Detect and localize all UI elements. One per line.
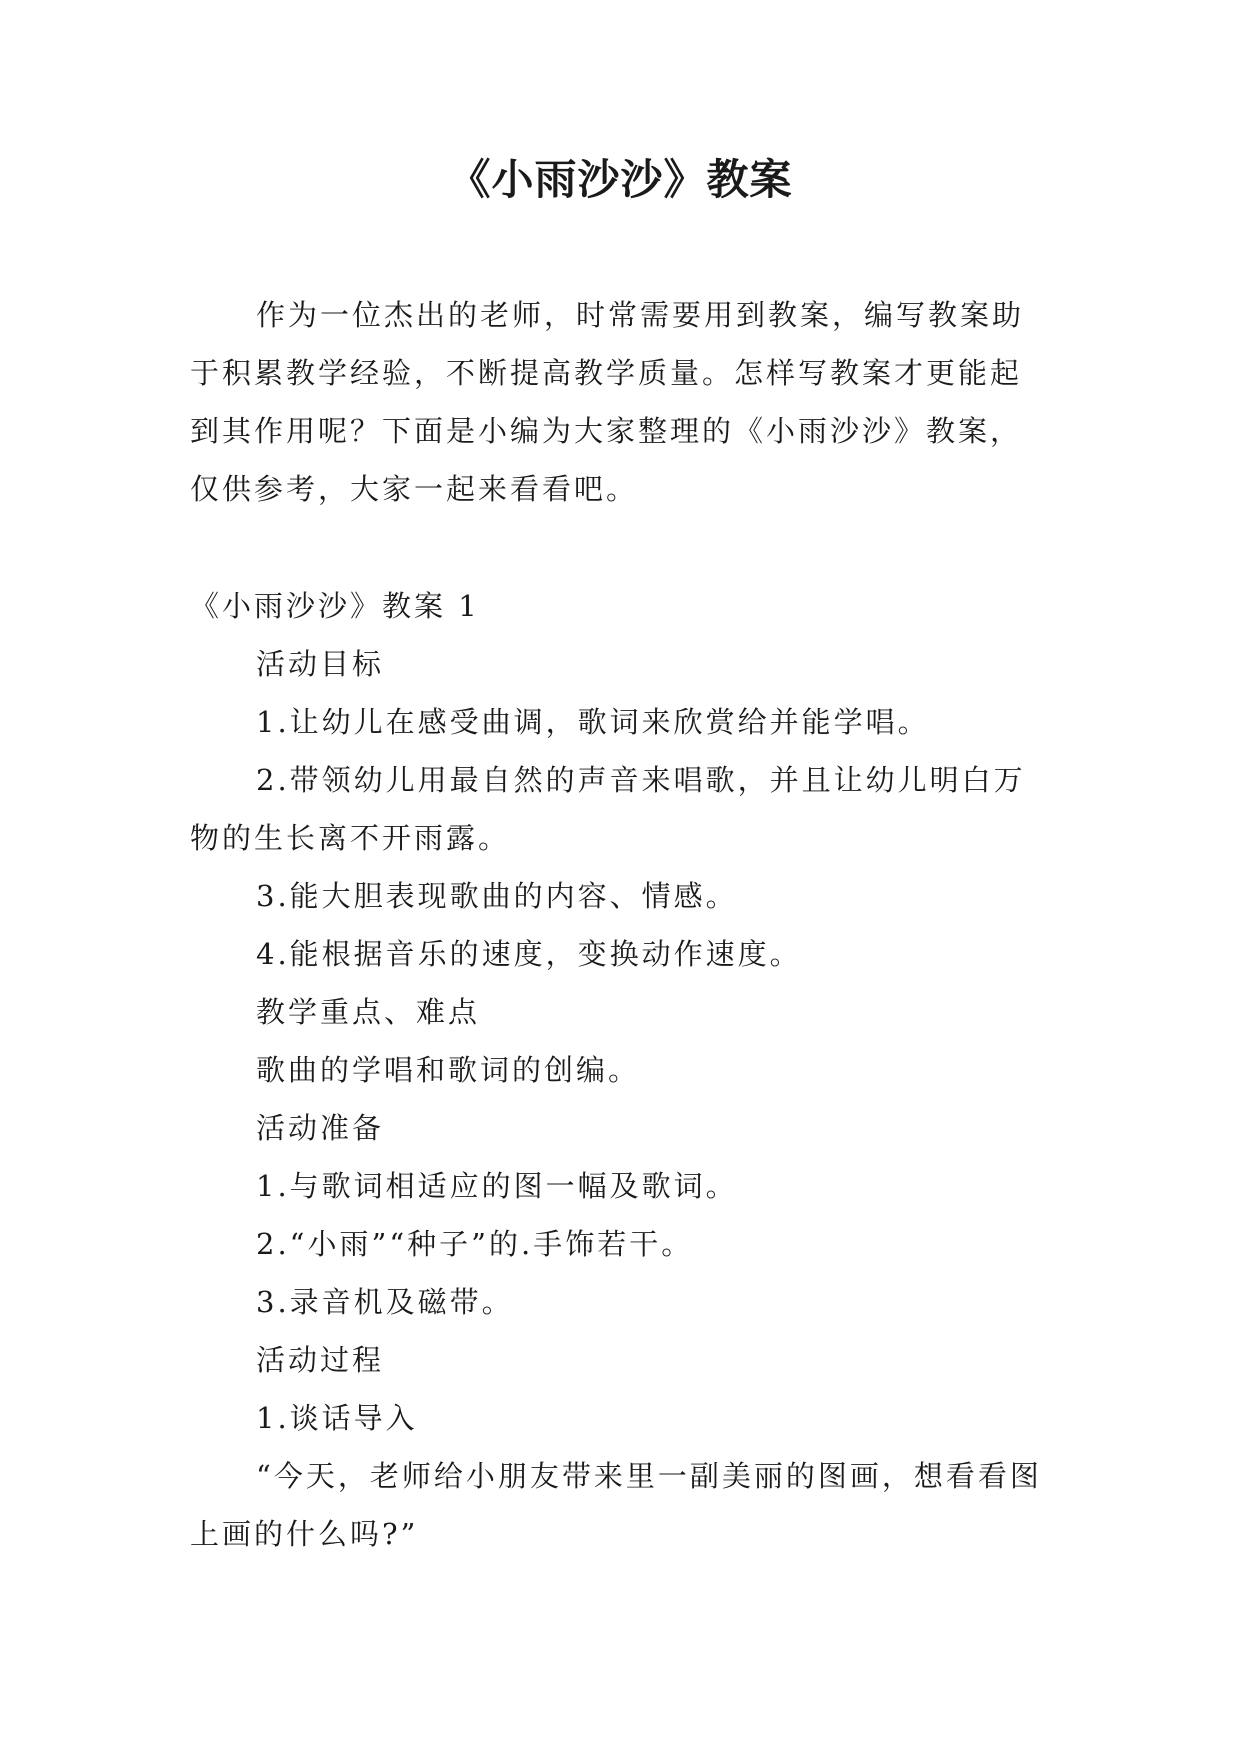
section-content: [190, 577, 1050, 1563]
section-heading: 《小雨沙沙》教案 1: [190, 589, 480, 623]
heading-activity-goals: 活动目标: [256, 647, 385, 681]
prep-item-3: 3.录音机及磁带。: [256, 1285, 514, 1319]
heading-key-points: 教学重点、难点: [256, 995, 481, 1029]
heading-preparation: 活动准备: [256, 1111, 385, 1145]
prep-item-2: 2.“小雨”“种子”的.手饰若干。: [256, 1227, 694, 1261]
process-step-1: 1.谈话导入: [256, 1401, 418, 1435]
heading-process: 活动过程: [256, 1343, 385, 1377]
goal-item-3: 3.能大胆表现歌曲的内容、情感。: [256, 879, 738, 913]
intro-paragraph: 作为一位杰出的老师，时常需要用到教案，编写教案助于积累教学经验，不断提高教学质量。怎样写教案才更能起到其作用呢？下面是小编为大家整理的《小雨沙沙》教案，仅供参考，大家一起来看看吧。: [190, 298, 1025, 506]
goal-item-2: 2.带领幼儿用最自然的声音来唱歌，并且让幼儿明白万物的生长离不开雨露。: [190, 763, 1026, 855]
process-quote: “今天，老师给小朋友带来里一副美丽的图画，想看看图上画的什么吗?”: [190, 1459, 1042, 1551]
goal-item-1: 1.让幼儿在感受曲调，歌词来欣赏给并能学唱。: [256, 705, 930, 739]
key-points-text: 歌曲的学唱和歌词的创编。: [256, 1053, 641, 1087]
prep-item-1: 1.与歌词相适应的图一幅及歌词。: [256, 1169, 738, 1203]
intro-paragraph-block: [190, 286, 1050, 518]
document-title: 《小雨沙沙》教案: [448, 155, 793, 204]
goal-item-4: 4.能根据音乐的速度，变换动作速度。: [256, 937, 802, 971]
